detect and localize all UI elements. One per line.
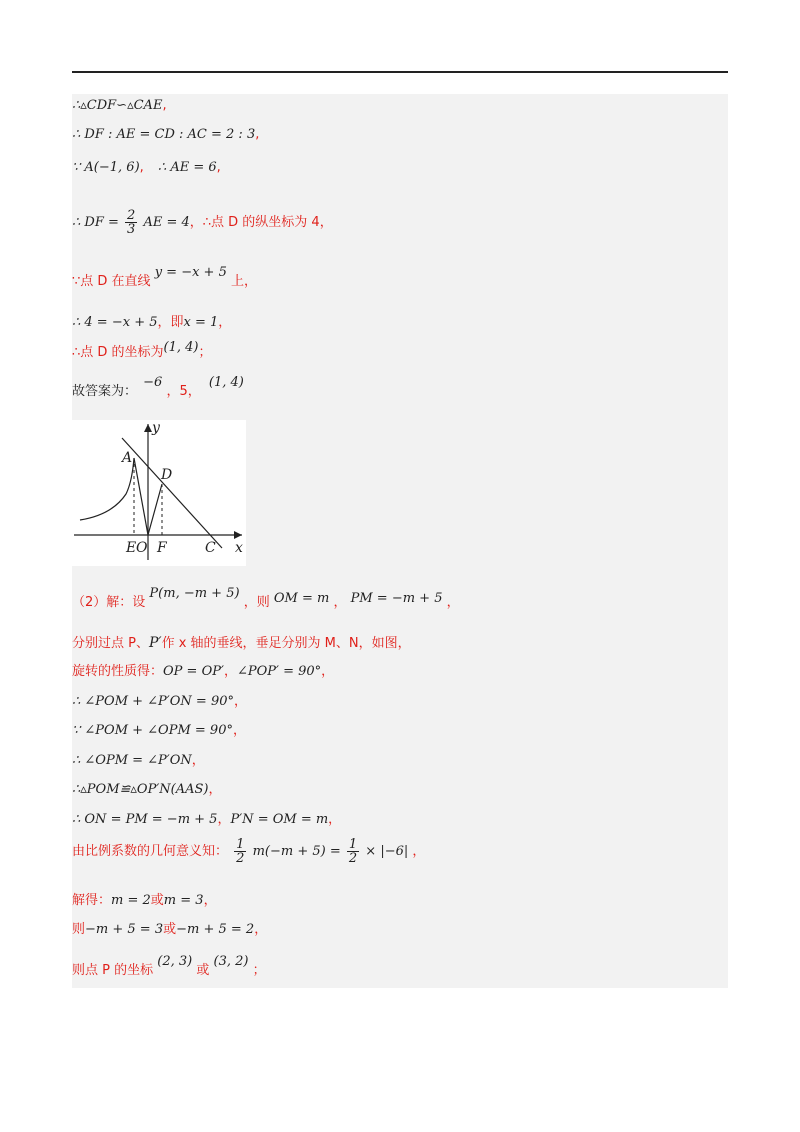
figure-svg xyxy=(72,420,246,566)
line-similar-triangles: ∴▵CDF∽▵CAE, xyxy=(72,98,167,113)
label-c: C xyxy=(205,540,216,556)
line-angle-equal: ∴ ∠OPM = ∠P′ON， xyxy=(72,753,205,768)
line-final-answer: 则点 P 的坐标 (2, 3) 或 (3, 2) ； xyxy=(72,954,266,978)
label-f: F xyxy=(157,540,167,556)
line-rotation: 旋转的性质得：OP = OP′，∠POP′ = 90°， xyxy=(72,664,335,679)
line-angle-sum-1: ∴ ∠POM + ∠P′ON = 90°， xyxy=(72,694,248,709)
line-congruent: ∴▵POM≌▵OP′N(AAS)， xyxy=(72,782,222,797)
fraction-one-half-2: $\frac{1}{2}$ xyxy=(348,837,358,866)
line-on-line: ∵点 D 在直线 y = −x + 5 上， xyxy=(72,265,257,289)
coordinate-figure xyxy=(72,420,246,566)
label-d: D xyxy=(161,467,173,483)
line-values: 则−m + 5 = 3或−m + 5 = 2， xyxy=(72,922,268,937)
line-perpendiculars: 分别过点 P、P′作 x 轴的垂线，垂足分别为 M、N，如图， xyxy=(72,635,411,651)
line-point-a: ∵ A(−1, 6), ∴ AE = 6, xyxy=(72,160,221,175)
line-ratio: ∴ DF : AE = CD : AC = 2 : 3, xyxy=(72,127,260,142)
line-df-value: ∴ DF = $\frac{2}{3}$ AE = 4，∴点 D 的纵坐标为 4， xyxy=(72,208,333,237)
y-axis-arrow xyxy=(144,424,152,432)
fraction-one-half-1: $\frac{1}{2}$ xyxy=(236,837,245,866)
label-a: A xyxy=(122,450,133,466)
line-solve-x: ∴ 4 = −x + 5，即x = 1， xyxy=(72,315,232,330)
line-point-d: ∴点 D 的坐标为(1, 4)； xyxy=(72,340,212,360)
line-angle-sum-2: ∵ ∠POM + ∠OPM = 90°， xyxy=(72,723,246,738)
x-axis-arrow xyxy=(234,531,242,539)
line-k-meaning: 由比例系数的几何意义知： $\frac{1}{2}$ m(−m + 5) = $\frac{1}{2}$ × |−6| ， xyxy=(72,837,426,866)
label-o: O xyxy=(136,540,148,556)
top-rule xyxy=(72,71,728,73)
label-e: E xyxy=(126,540,137,556)
line-part2-setup: （2）解：设 P(m, −m + 5) ，则 OM = m ， PM = −m + 5 ， xyxy=(72,586,460,610)
line-sides-equal: ∴ ON = PM = −m + 5，P′N = OM = m， xyxy=(72,812,342,827)
line-answer: 故答案为： −6 ，5， (1, 4) xyxy=(72,375,244,399)
line-solve-m: 解得：m = 2或m = 3， xyxy=(72,893,217,908)
line-ac xyxy=(122,438,222,548)
hyperbola-left xyxy=(80,458,134,520)
label-x: x xyxy=(235,540,243,556)
fraction-two-thirds: $\frac{2}{3}$ xyxy=(127,208,136,237)
label-y: y xyxy=(152,420,160,436)
